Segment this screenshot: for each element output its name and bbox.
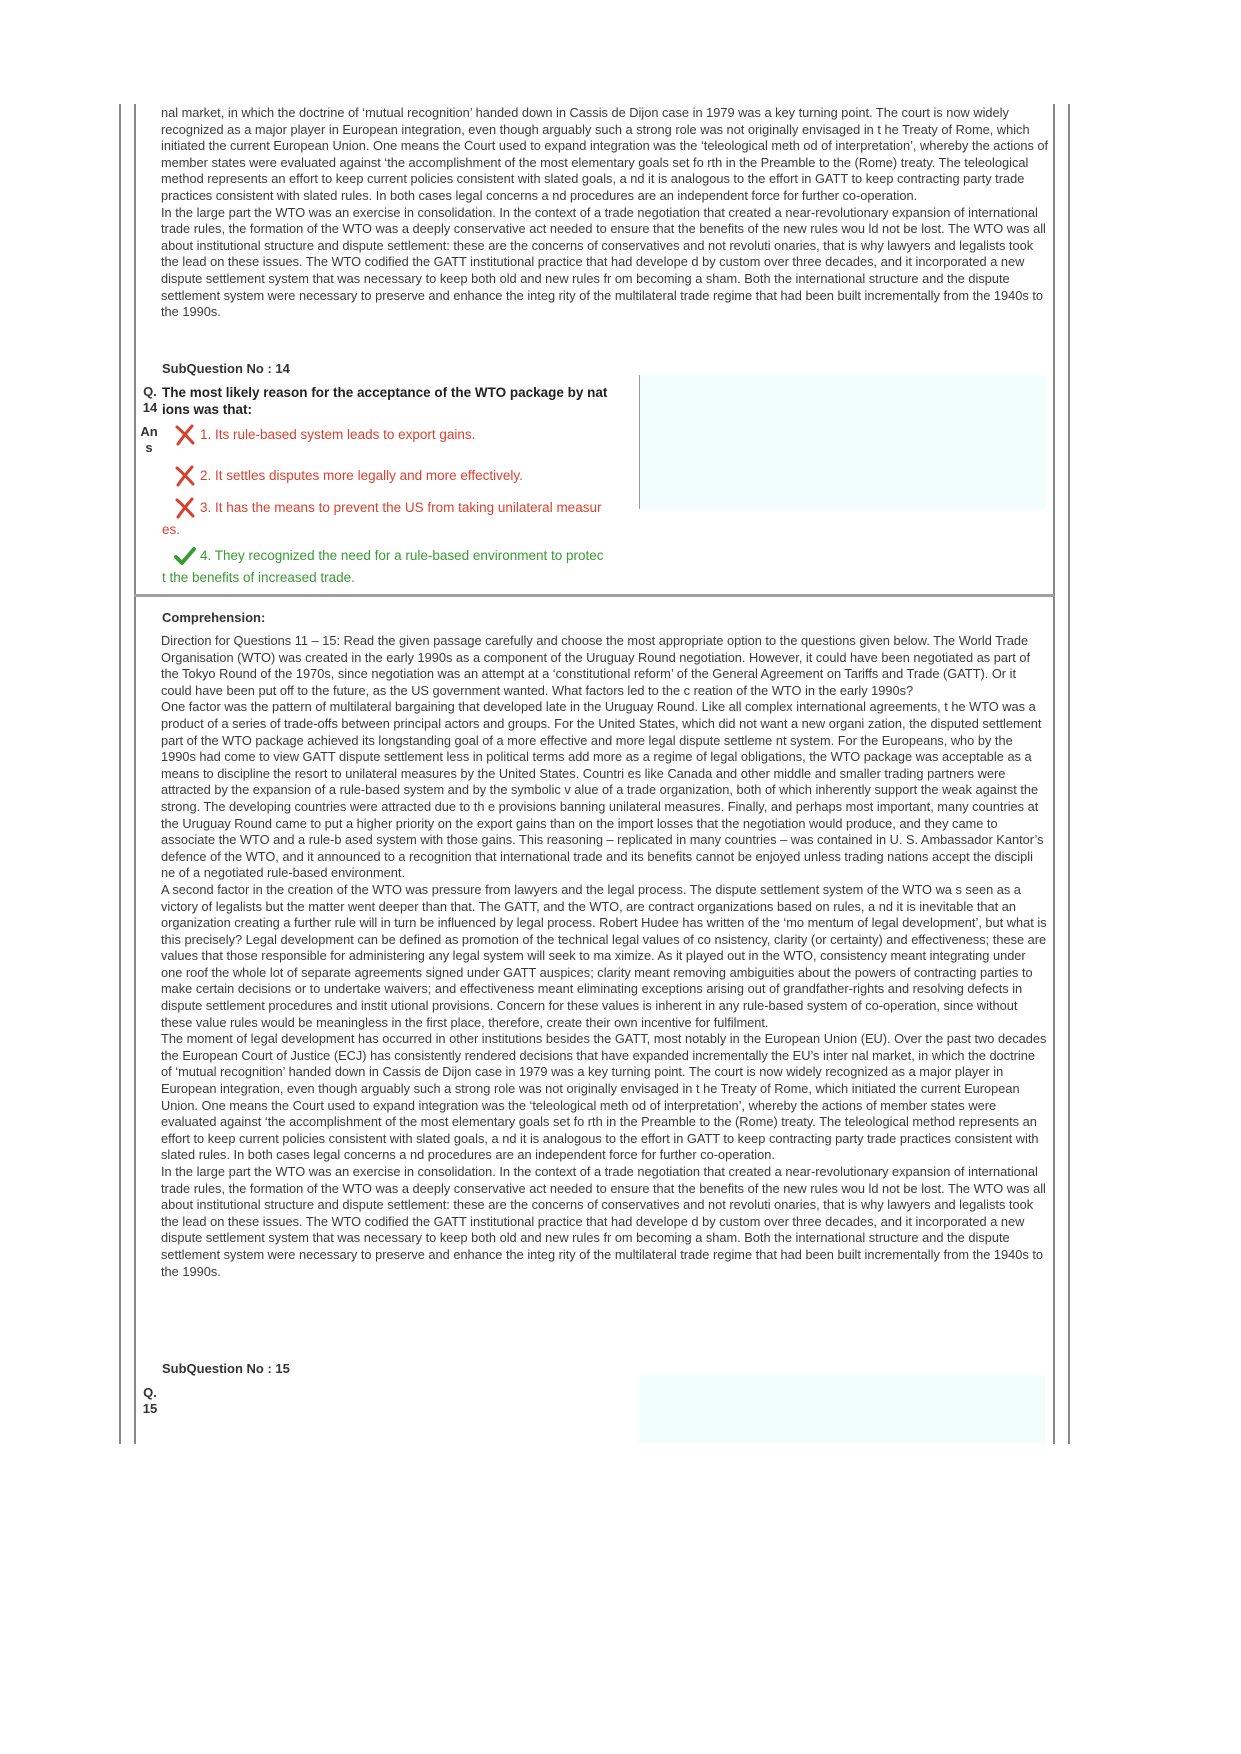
option-1[interactable] [174,424,475,446]
option-3[interactable] [174,497,601,519]
comprehension-title: Comprehension: [162,610,266,625]
right-border-inner [1053,104,1055,1444]
q-number: 15 [142,1401,158,1416]
section-divider [134,594,1054,597]
answer-label-line2: s [145,440,153,455]
question-14-side-panel [639,375,1046,509]
q-prefix: Q. [143,1385,157,1400]
q-prefix: Q. [143,384,157,399]
option-3-continued: es. [162,522,181,537]
passage-paragraph: nal market, in which the doctrine of ‘mutual recognition’ handed down in Cassis de Dijon case in 1979 was a key turning point. The court is now widely recognized as a major player in European integration, even though arguably such a strong role was not originally envisaged in t he Treaty of Rome, which initiated the current European Union. One means the Court used to expand integration was the ‘teleological meth od of interpretation’, whereby the actions of member states were evaluated against ‘the accomplishment of the most elementary goals set fo rth in the Preamble to the (Rome) treaty. The teleological method represents an effort to keep current policies consistent with slated goals, a nd it is analogous to the effort in GATT to keep contracting party trade practices consistent with slated rules. In both cases legal concerns a nd procedures are an independent force for further co-operation. [161,105,1049,203]
option-3-text: 3. It has the means to prevent the US from taking unilateral measur [200,500,602,515]
passage-paragraph: In the large part the WTO was an exercise in consolidation. In the context of a trade negotiation that created a near-revolutionary expansion of international trade rules, the formation of the WTO was a deeply conservative act needed to ensure that the benefits of the new rules wou ld not be lost. The WTO was all about institutional structure and dispute settlement: these are the concerns of conservatives and not revoluti onaries, that is why lawyers and legalists took the lead on these issues. The WTO codified the GATT institutional practice that had develope d by custom over three decades, and it incorporated a new dispute settlement system that was necessary to keep both old and new rules fr om becoming a sham. Both the international structure and the dispute settlement system were necessary to preserve and enhance the integ rity of the multilateral trade regime that had been built incrementally from the 1940s to the 1990s. [161,1164,1046,1279]
subquestion-14-label: SubQuestion No : 14 [162,361,290,376]
option-1-text: 1. Its rule-based system leads to export gains. [200,427,476,442]
top-passage [161,105,1049,321]
question-15-side-panel [639,1375,1045,1443]
q-number: 14 [142,400,158,415]
option-4-text: 4. They recognized the need for a rule-based environment to protec [200,548,604,563]
cross-icon [174,424,196,446]
question-14-text: The most likely reason for the acceptance of the WTO package by nat ions was that: [162,385,608,417]
answer-label-line1: An [140,424,158,439]
left-border-inner [134,104,136,1444]
cross-icon [174,465,196,487]
passage-paragraph: One factor was the pattern of multilateral bargaining that developed late in the Uruguay Round. Like all complex international agreements, t he WTO was a product of a series of trade-offs between principal actors and groups. For the United States, which did not want a new organi zation, the disputed settlement part of the WTO package achieved its longstanding goal of a more effective and more legal dispute settleme nt system. For the Europeans, who by the 1990s had come to view GATT dispute settlement less in political terms add more as a regime of legal obligations, the WTO package was acceptable as a means to discipline the resort to unilateral measures by the United States. Countri es like Canada and other middle and smaller trading partners were attracted by the expansion of a rule-based system and by the symbolic v alue of a trade organization, both of which inherently support the weak against the strong. The developing countries were attracted due to th e provisions banning unilateral measures. Finally, and perhaps most important, many countries at the Uruguay Round came to put a higher priority on the export gains than on the import losses that the negotiation would produce, and they came to associate the WTO and a rule-b ased system with those gains. This reasoning – replicated in many countries – was contained in U. S. Ambassador Kantor’s defence of the WTO, and it announced to a recognition that international trade and its benefits cannot be enjoyed unless trading nations accept the discipli ne of a negotiated rule-based environment. [161,699,1044,881]
check-icon [174,545,196,567]
passage-paragraph: The moment of legal development has occurred in other institutions besides the GATT, most notably in the European Union (EU). Over the past two decades the European Court of Justice (ECJ) has consistently rendered decisions that have expanded incrementally the EU’s inter nal market, in which the doctrine of ‘mutual recognition’ handed down in Cassis de Dijon case in 1979 was a key turning point. The court is now widely recognized as a major player in European integration, even though arguably such a strong role was not originally envisaged in t he Treaty of Rome, which initiated the current European Union. One means the Court used to expand integration was the ‘teleological meth od of interpretation’, whereby the actions of member states were evaluated against ‘the accomplishment of the most elementary goals set fo rth in the Preamble to the (Rome) treaty. The teleological method represents an effort to keep current policies consistent with slated goals, a nd it is analogous to the effort in GATT to keep contracting party trade practices consistent with slated rules. In both cases legal concerns a nd procedures are an independent force for further co-operation. [161,1031,1047,1163]
left-border-outer [119,104,121,1444]
option-4-continued: t the benefits of increased trade. [162,570,355,585]
option-2[interactable] [174,465,523,487]
right-border-outer [1068,104,1070,1444]
passage-paragraph: In the large part the WTO was an exercise in consolidation. In the context of a trade negotiation that created a near-revolutionary expansion of international trade rules, the formation of the WTO was a deeply conservative act needed to ensure that the benefits of the new rules wou ld not be lost. The WTO was all about institutional structure and dispute settlement: these are the concerns of conservatives and not revoluti onaries, that is why lawyers and legalists took the lead on these issues. The WTO codified the GATT institutional practice that had develope d by custom over three decades, and it incorporated a new dispute settlement system that was necessary to keep both old and new rules fr om becoming a sham. Both the international structure and the dispute settlement system were necessary to preserve and enhance the integ rity of the multilateral trade regime that had been built incrementally from the 1940s to the 1990s. [161,204,1046,320]
comprehension-passage [161,633,1049,1280]
answer-label [139,424,159,456]
option-4[interactable] [174,545,604,567]
question-label [140,1385,160,1417]
cross-icon [174,497,196,519]
passage-paragraph: A second factor in the creation of the WTO was pressure from lawyers and the legal process. The dispute settlement system of the WTO wa s seen as a victory of legalists but the matter went deeper than that. The GATT, and the WTO, are contract organizations based on rules, a nd it is inevitable that an organization creating a further rule will in turn be influenced by legal process. Robert Hudee has written of the ‘mo mentum of legal development’, but what is this precisely? Legal development can be defined as promotion of the technical legal values of co nsistency, clarity (or certainty) and effectiveness; these are values that those responsible for administering any legal system will seek to ma ximize. As it played out in the WTO, consistency meant integrating under one roof the whole lot of separate agreements signed under GATT auspices; clarity meant removing ambiguities about the powers of contracting parties to make certain decisions or to undertake waivers; and effectiveness meant eliminating exceptions arising out of grandfather-rights and resolving defects in dispute settlement procedures and instit utional provisions. Concern for these values is inherent in any rule-based system of co-operation, since without these value rules would be meaningless in the first place, therefore, create their own incentive for fulfilment. [161,881,1047,1030]
subquestion-15-label: SubQuestion No : 15 [162,1361,290,1376]
option-2-text: 2. It settles disputes more legally and more effectively. [200,468,523,483]
passage-paragraph: Direction for Questions 11 – 15: Read the given passage carefully and choose the most appropriate option to the questions given below. The World Trade Organisation (WTO) was created in the early 1990s as a component of the Uruguay Round negotiation. However, it could have been negotiated as part of the Tokyo Round of the 1970s, since negotiation was an attempt at a ‘constitutional reform’ of the General Agreement on Tariffs and Trade (GATT). Or it could have been put off to the future, as the US government wanted. What factors led to the c reation of the WTO in the early 1990s? [161,633,1031,698]
question-label [140,384,160,416]
